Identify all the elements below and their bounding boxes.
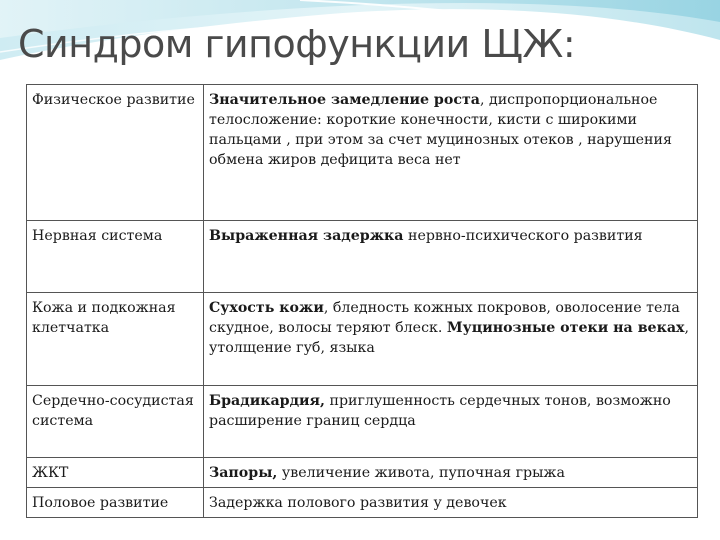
row-description — [204, 458, 698, 488]
row-text: , диспропорциональное телосложение: короткие конечности, кисти с широкими пальцами , при этом за счет муцинозных отеков , нарушения обмена жиров дефицита веса нет — [209, 92, 672, 168]
table-row — [27, 85, 698, 221]
table-row — [27, 386, 698, 458]
table-row — [27, 488, 698, 518]
row-description — [204, 293, 698, 386]
row-text: приглушенность сердечных тонов, возможно расширение границ сердца — [209, 393, 671, 429]
symptoms-table — [26, 84, 698, 518]
row-text: нервно-психического развития — [403, 228, 643, 244]
row-highlight: Значительное замедление роста — [209, 92, 480, 108]
row-label: Сердечно-сосудистая система — [27, 386, 204, 458]
table-row — [27, 293, 698, 386]
row-label: Половое развитие — [27, 488, 204, 518]
row-description — [204, 488, 698, 518]
row-highlight-secondary: Муцинозные отеки на веках — [446, 320, 685, 336]
row-label: Физическое развитие — [27, 85, 204, 221]
row-text: увеличение живота, пупочная грыжа — [277, 465, 565, 481]
row-highlight: Брадикардия, — [209, 393, 325, 409]
row-label: ЖКТ — [27, 458, 204, 488]
row-description — [204, 221, 698, 293]
table-row — [27, 221, 698, 293]
row-description — [204, 386, 698, 458]
row-highlight: Выраженная задержка — [209, 228, 404, 244]
row-highlight: Сухость кожи — [209, 300, 324, 316]
row-highlight: Запоры, — [209, 465, 278, 481]
table-row — [27, 458, 698, 488]
row-label: Кожа и подкожная клетчатка — [27, 293, 204, 386]
row-label: Нервная система — [27, 221, 204, 293]
row-text: , бледность кожных покровов, оволосение тела скудное, волосы теряют блеск. — [209, 300, 680, 336]
page-title: Синдром гипофункции ЩЖ: — [18, 22, 576, 66]
row-text: Задержка полового развития у девочек — [209, 495, 507, 511]
row-description — [204, 85, 698, 221]
row-text-secondary: , утолщение губ, языка — [209, 320, 689, 356]
